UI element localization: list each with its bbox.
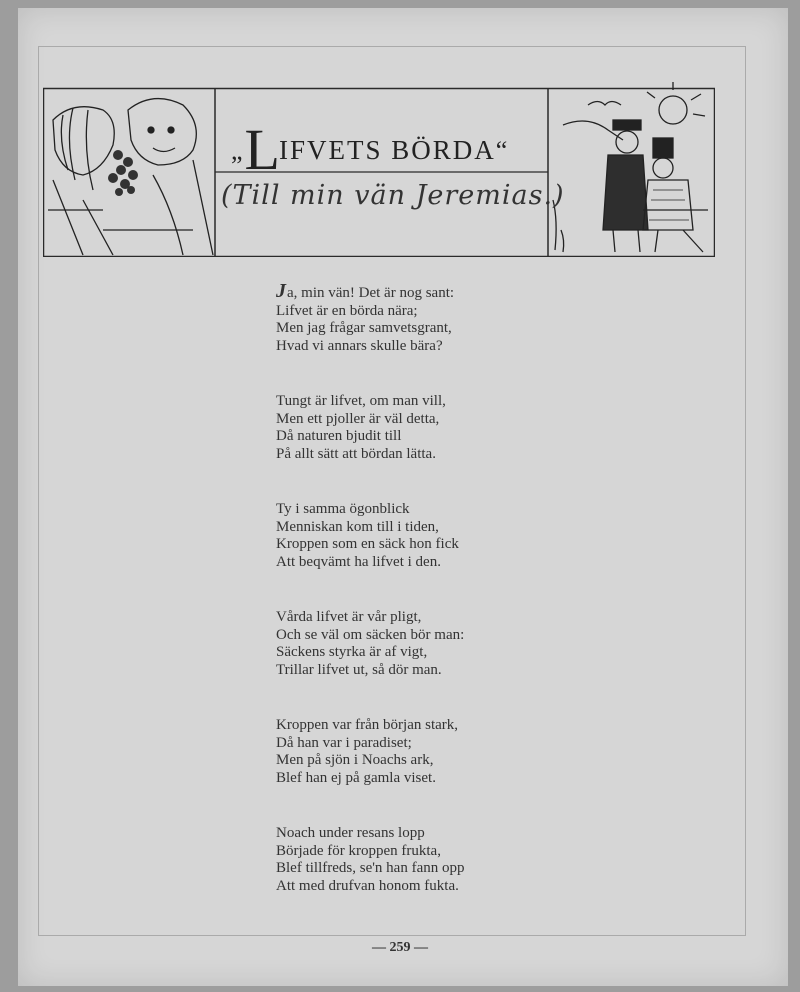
poem-line: Blef tillfreds, se'n han fann opp [276, 860, 465, 876]
initial-capital: J [276, 280, 286, 302]
poem-line: På allt sätt att bördan lätta. [276, 445, 436, 462]
page-title [231, 106, 510, 182]
header-banner [43, 80, 715, 257]
poem-line: Och se väl om säcken bör man: [276, 626, 465, 643]
stanza [276, 501, 576, 571]
right-illustration [553, 82, 708, 252]
poem-line: Kroppen som en säck hon fick [276, 536, 459, 552]
title-rest: IFVETS BÖRDA [278, 135, 496, 165]
poem-line: Men jag frågar samvetsgrant, [276, 320, 452, 336]
page-number: — 259 — [372, 940, 428, 955]
poem-line: Menniskan kom till i tiden, [276, 518, 439, 535]
title-close-quote: “ [495, 136, 510, 165]
stanza [276, 825, 576, 895]
poem-line: Då naturen bjudit till [276, 428, 402, 444]
stanza [276, 717, 576, 787]
poem-line: Kroppen var från början stark, [276, 717, 459, 733]
poem-line: Hvad vi annars skulle bära? [276, 337, 443, 354]
poem [276, 280, 576, 895]
stanza [276, 393, 576, 463]
poem-line: Trillar lifvet ut, så dör man. [276, 661, 442, 678]
poem-line: Började för kroppen frukta, [276, 842, 441, 859]
stanza [276, 280, 576, 355]
poem-line: Blef han ej på gamla viset. [276, 769, 436, 786]
stanza [276, 609, 576, 679]
poem-line: Lifvet är en börda nära; [276, 302, 418, 319]
title-initial: L [244, 117, 282, 182]
title-open-quote: „ [231, 136, 245, 165]
poem-line: Noach under resans lopp [276, 825, 425, 841]
poem-line: Att med drufvan honom fukta. [276, 877, 459, 894]
poem-line: Vårda lifvet är vår pligt, [276, 609, 422, 625]
poem-line: Att beqvämt ha lifvet i den. [276, 553, 441, 570]
left-illustration [48, 99, 213, 255]
poem-line: Men på sjön i Noachs ark, [276, 752, 434, 768]
poem-line: Då han var i paradiset; [276, 734, 412, 751]
subtitle: (Till min vän Jeremias.) [221, 180, 565, 211]
poem-line: Tungt är lifvet, om man vill, [276, 393, 446, 409]
poem-line: Ja, min vän! Det är nog sant: [276, 280, 455, 302]
poem-line: Men ett pjoller är väl detta, [276, 410, 440, 427]
poem-line: Ty i samma ögonblick [276, 501, 410, 517]
poem-line: Säckens styrka är af vigt, [276, 644, 428, 660]
